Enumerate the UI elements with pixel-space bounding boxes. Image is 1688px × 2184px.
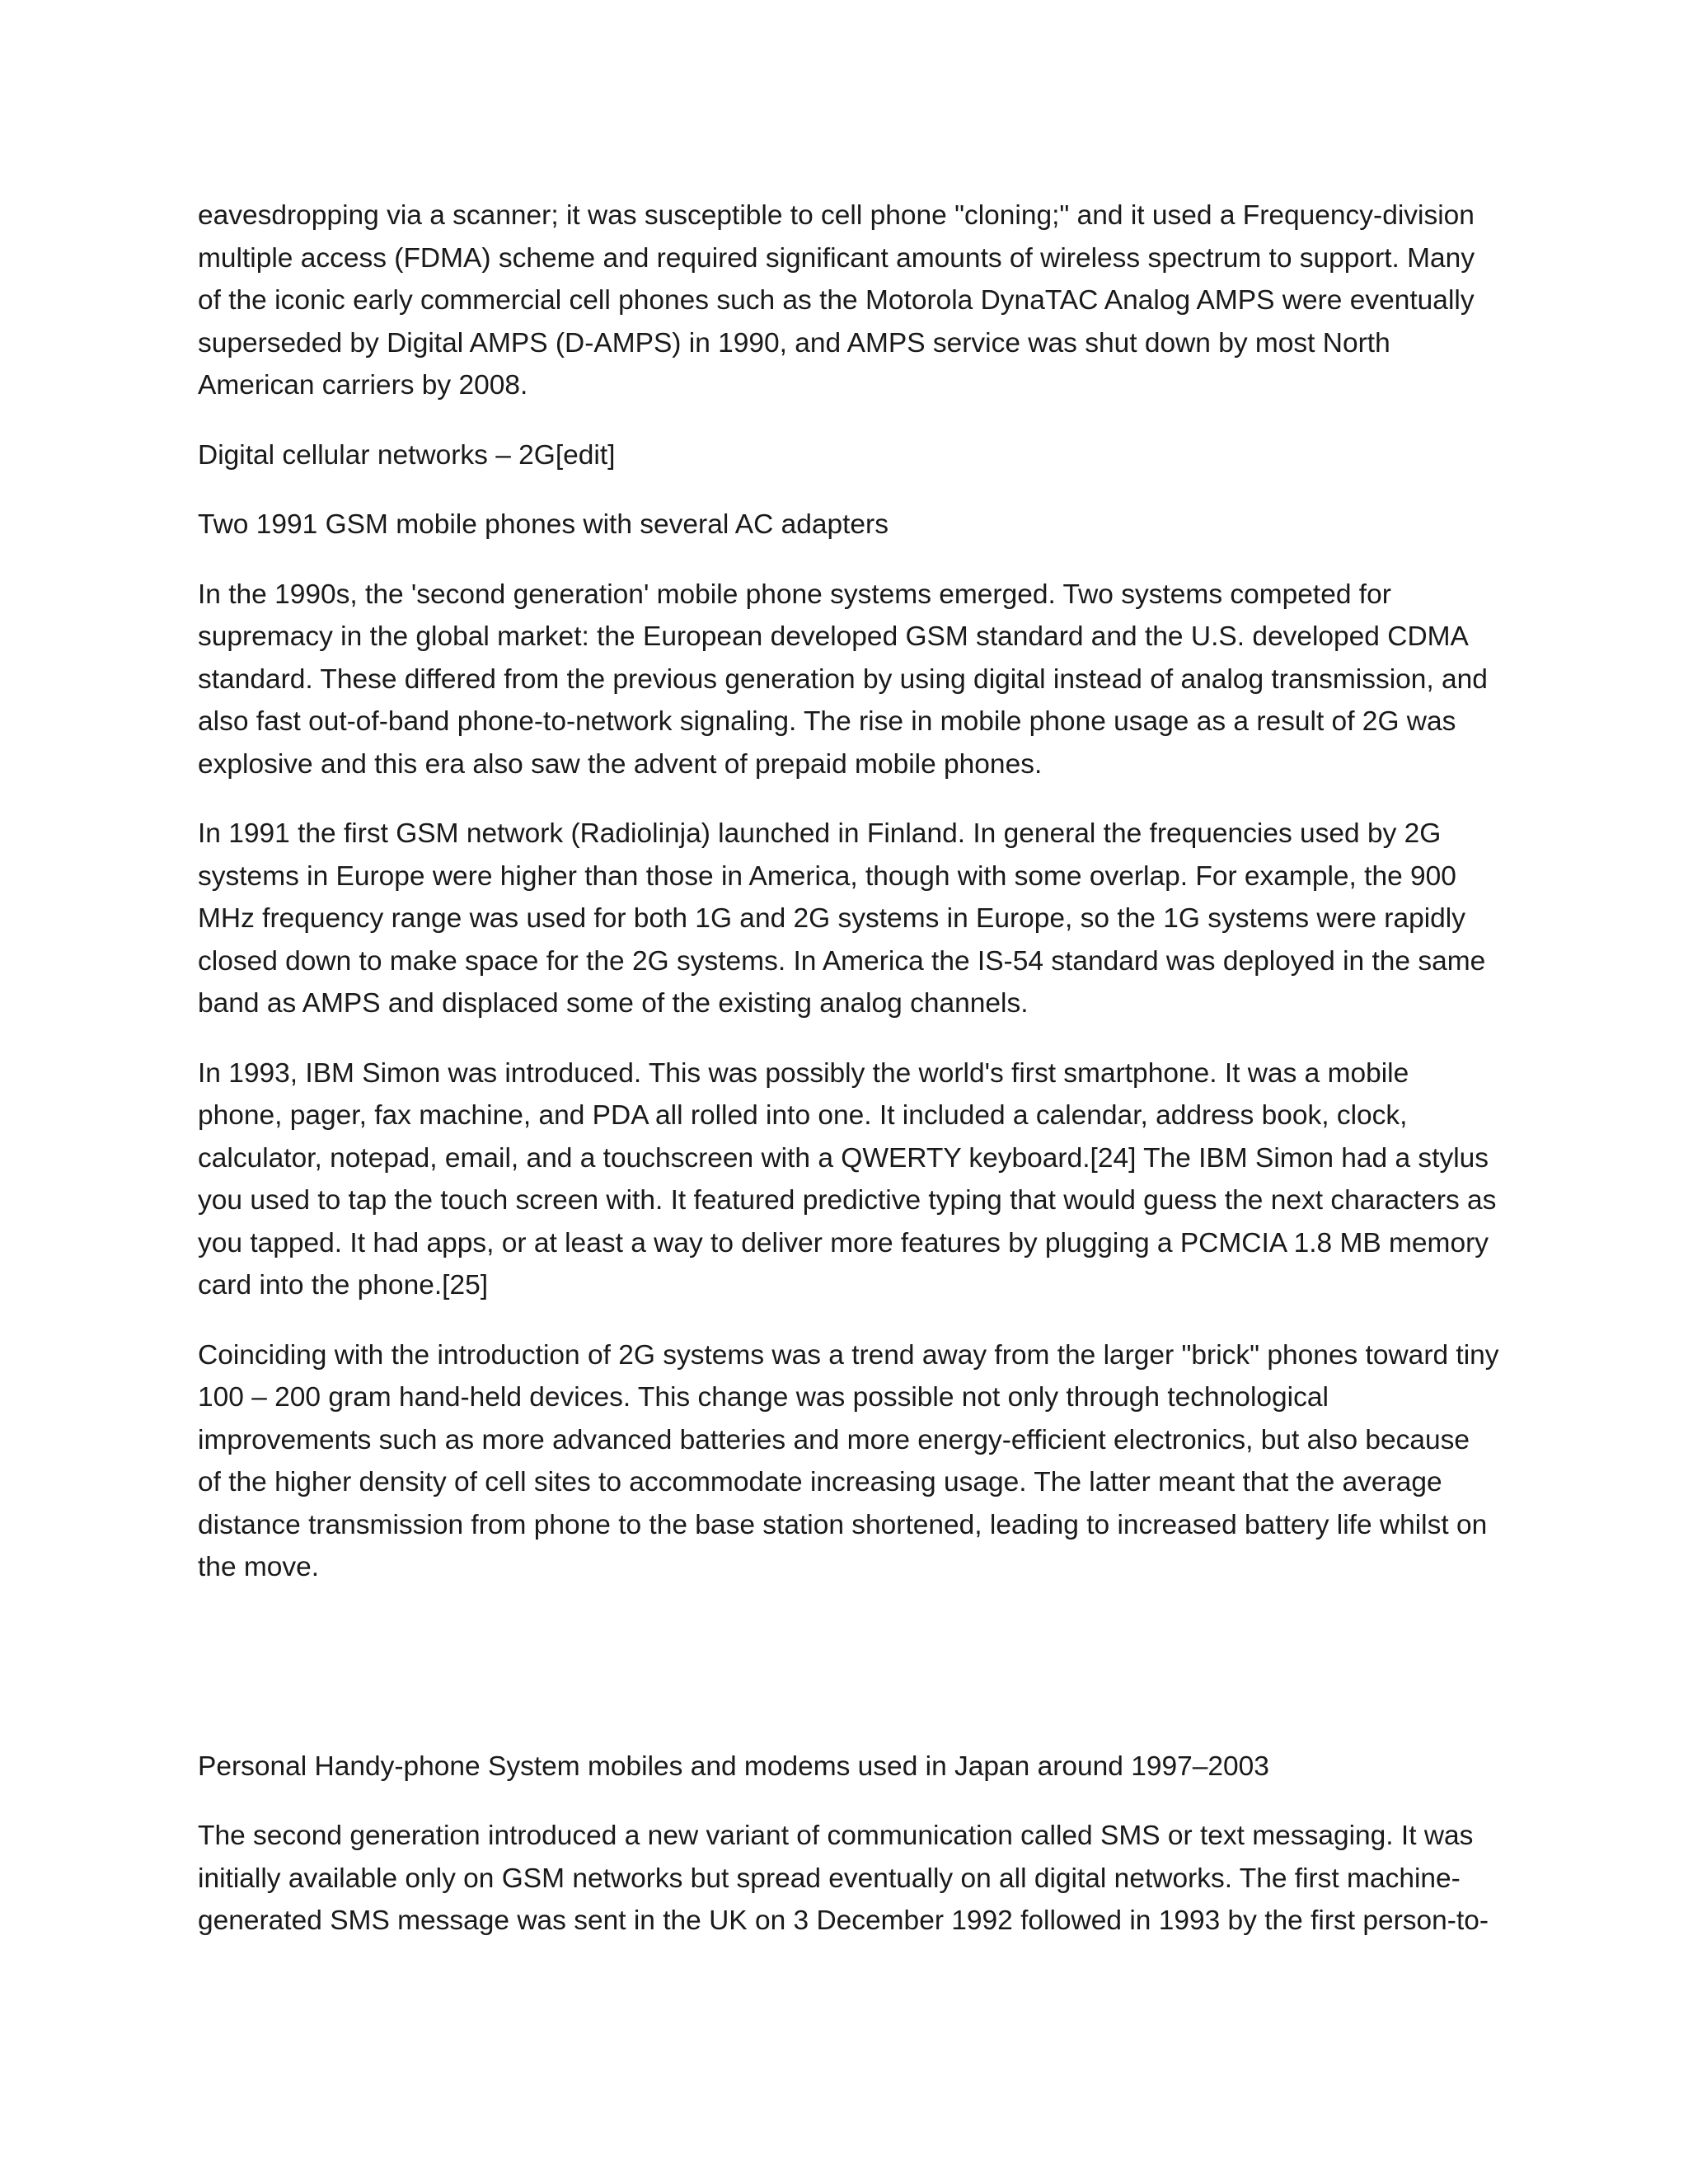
paragraph-second-generation: In the 1990s, the 'second generation' mobile phone systems emerged. Two systems competed for supremacy in the global market: the European developed GSM standard and the U.S. developed CDMA standard. These differed from the previous generation by using digital instead of analog transmission, and also fast out-of-band phone-to-network signaling. The rise in mobile phone usage as a result of 2G was explosive and this era also saw the advent of prepaid mobile phones. [198, 579, 1488, 780]
image-caption-gsm-phones: Two 1991 GSM mobile phones with several AC adapters [198, 509, 889, 540]
image-caption-phs-japan: Personal Handy-phone System mobiles and modems used in Japan around 1997–2003 [198, 1750, 1269, 1782]
paragraph-amps-end: eavesdropping via a scanner; it was susceptible to cell phone "cloning;" and it used a Frequency-division multiple access (FDMA) scheme and required significant amounts of wireless spectrum to support. Many of the iconic early commercial cell phones such as the Motorola DynaTAC Analog AMPS were eventually superseded by Digital AMPS (D-AMPS) in 1990, and AMPS service was shut down by most North American carriers by 2008. [198, 200, 1475, 401]
paragraph-sms: The second generation introduced a new variant of communication called SMS or text messaging. It was initially available only on GSM networks but spread eventually on all digital networks. The first machine-generated SMS message was sent in the UK on 3 December 1992 followed in 1993 by the first person-to- [198, 1821, 1489, 1936]
paragraph-gsm-finland: In 1991 the first GSM network (Radiolinja) launched in Finland. In general the frequencies used by 2G systems in Europe were higher than those in America, though with some overlap. For example, the 900 MHz frequency range was used for both 1G and 2G systems in Europe, so the 1G systems were rapidly closed down to make space for the 2G systems. In America the IS-54 standard was deployed in the same band as AMPS and displaced some of the existing analog channels. [198, 818, 1486, 1019]
paragraph-handheld-trend: Coinciding with the introduction of 2G systems was a trend away from the larger "brick" phones toward tiny 100 – 200 gram hand-held devices. This change was possible not only through technological improvements such as more advanced batteries and more energy-efficient electronics, but also because of the higher density of cell sites to accommodate increasing usage. The latter meant that the average distance transmission from phone to the base station shortened, leading to increased battery life whilst on the move. [198, 1339, 1499, 1582]
document-page [198, 194, 1500, 1970]
paragraph-ibm-simon: In 1993, IBM Simon was introduced. This was possibly the world's first smartphone. It was a mobile phone, pager, fax machine, and PDA all rolled into one. It included a calendar, address book, clock, calculator, notepad, email, and a touchscreen with a QWERTY keyboard.[24] The IBM Simon had a stylus you used to tap the touch screen with. It featured predictive typing that would guess the next characters as you tapped. It had apps, or at least a way to deliver more features by plugging a PCMCIA 1.8 MB memory card into the phone.[25] [198, 1057, 1497, 1301]
section-heading-2g: Digital cellular networks – 2G[edit] [198, 439, 616, 471]
